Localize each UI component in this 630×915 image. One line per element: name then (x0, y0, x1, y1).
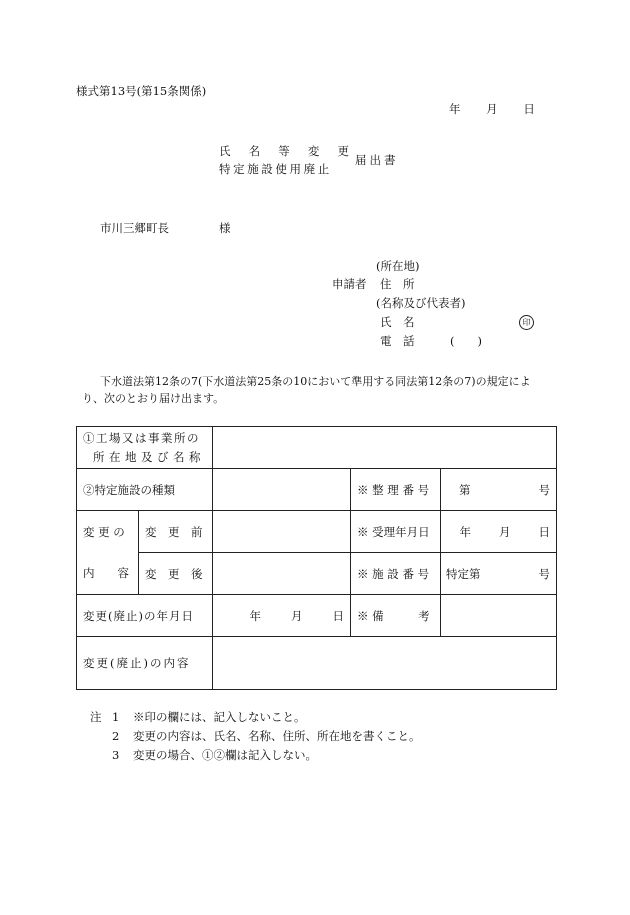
change-content-label-cell (77, 637, 213, 690)
mgmt-no-prefix: 第 (459, 482, 471, 497)
applicant-phone-paren: ( ) (450, 334, 482, 348)
after-label-cell (139, 553, 213, 595)
title-char: 氏 (219, 144, 231, 158)
title-char: 更 (337, 144, 349, 158)
mgmt-no-input-cell[interactable] (441, 469, 557, 511)
before-label: 変 更 前 (145, 524, 203, 539)
facility-no-label-cell (351, 553, 441, 595)
date-month: 月 (486, 102, 498, 116)
after-input-cell[interactable] (213, 553, 351, 595)
title-line1 (219, 146, 349, 158)
received-date-label: ※ 受理年月日 (357, 524, 430, 539)
change-date-year: 年 (249, 608, 261, 623)
applicant-address-label: 住 所 (380, 277, 415, 291)
facility-type-label: ②特定施設の種類 (83, 482, 175, 497)
received-date-label-cell (351, 511, 441, 553)
after-label: 変 更 後 (145, 566, 203, 581)
title-line2: 特定施設使用廃止 (219, 162, 332, 176)
date-line (449, 104, 535, 116)
applicant-rep-note: (名称及び代表者) (376, 296, 466, 310)
mgmt-no-label: ※ 整 理 番 号 (357, 482, 430, 497)
change-content-label: 変更(廃止)の内容 (83, 656, 191, 670)
factory-label-cell (77, 427, 213, 469)
factory-label-b: 所在地及び名称 (93, 449, 205, 464)
table-row (77, 469, 557, 511)
received-month: 月 (499, 524, 511, 539)
before-input-cell[interactable] (213, 511, 351, 553)
facility-no-suffix: 号 (538, 566, 551, 581)
facility-no-prefix: 特定第 (446, 566, 481, 581)
change-date-input-cell[interactable] (213, 595, 351, 637)
mgmt-no-suffix: 号 (538, 482, 551, 497)
body-text-line2: り、次のとおり届け出ます。 (82, 392, 225, 405)
factory-input-cell[interactable] (213, 427, 557, 469)
factory-label-a: ①工場又は事業所の (83, 431, 200, 446)
addressee-name: 市川三郷町長 (100, 221, 169, 235)
remarks-label: ※ 備 考 (357, 608, 430, 623)
change-label-top: 変 更 の (83, 525, 125, 539)
title-char: 等 (278, 144, 290, 158)
note-number: 3 (112, 748, 120, 762)
table-row (77, 637, 557, 690)
applicant-location-note: (所在地) (376, 259, 420, 273)
change-date-label: 変更(廃止)の年月日 (83, 608, 194, 623)
remarks-input-cell[interactable] (441, 595, 557, 637)
table-row (77, 595, 557, 637)
applicant-label: 申請者 (332, 277, 367, 291)
change-date-label-cell (77, 595, 213, 637)
facility-type-label-cell (77, 469, 213, 511)
change-content-input-cell[interactable] (213, 637, 557, 690)
body-text-line1: 下水道法第12条の7(下水道法第25条の10において準用する同法第12条の7)の規定によ (100, 375, 531, 388)
remarks-label-cell (351, 595, 441, 637)
change-date-month: 月 (291, 608, 303, 623)
addressee-honorific: 様 (219, 221, 231, 235)
change-content-label-cell (77, 511, 139, 595)
before-label-cell (139, 511, 213, 553)
note-item (112, 712, 305, 724)
title-char: 変 (307, 144, 320, 158)
facility-type-input-cell[interactable] (213, 469, 351, 511)
note-number: 1 (112, 710, 120, 724)
seal-stamp: 印 (519, 315, 534, 330)
change-label-bottom: 内 容 (83, 566, 129, 580)
received-date-input-cell[interactable] (441, 511, 557, 553)
notes-heading: 注 (90, 710, 102, 724)
table-row (77, 427, 557, 469)
date-year: 年 (449, 102, 461, 116)
date-day: 日 (523, 102, 535, 116)
facility-no-label: ※ 施 設 番 号 (357, 566, 430, 581)
note-text: 変更の場合、①②欄は記入しない。 (132, 748, 317, 762)
form-number: 様式第13号(第15条関係) (76, 84, 207, 98)
applicant-name-label: 氏 名 (380, 315, 415, 329)
received-day: 日 (538, 524, 551, 539)
title-suffix: 届出書 (355, 153, 399, 167)
facility-no-input-cell[interactable] (441, 553, 557, 595)
table-row (77, 511, 557, 553)
mgmt-no-label-cell (351, 469, 441, 511)
notification-form-table (76, 426, 557, 690)
title-char: 名 (248, 144, 261, 158)
received-year: 年 (459, 524, 472, 539)
note-text: ※印の欄には、記入しないこと。 (132, 710, 306, 724)
note-number: 2 (112, 729, 120, 743)
note-text: 変更の内容は、氏名、名称、住所、所在地を書くこと。 (132, 729, 421, 743)
note-item (112, 750, 317, 762)
table-row (77, 553, 557, 595)
note-item (112, 731, 420, 743)
change-date-day: 日 (332, 608, 344, 623)
seal-mark (519, 315, 534, 330)
applicant-phone-label: 電 話 (380, 334, 415, 348)
